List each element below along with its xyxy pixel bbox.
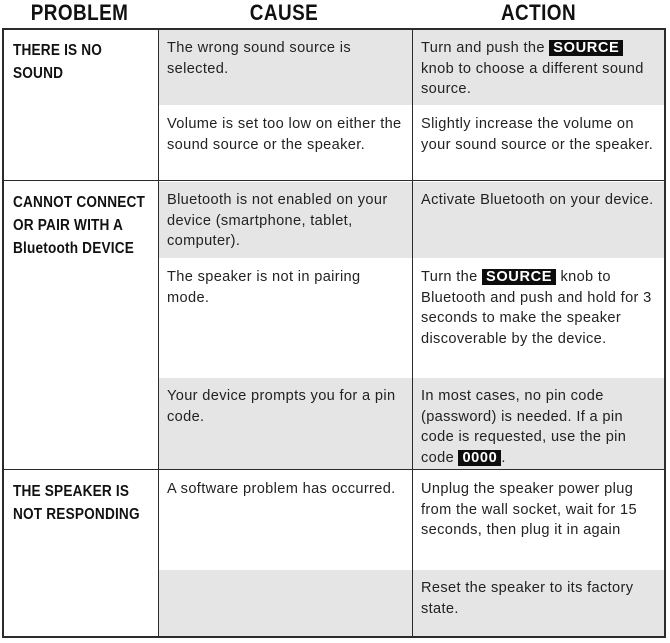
action-text: knob to Bluetooth and push and hold for 3 seconds to make the speaker discoverable by the device. [421,269,652,347]
pin-code-label: 0000 [458,450,501,466]
action-text: . [501,449,506,466]
action-cell: Reset the speaker to its factory state. [412,570,664,636]
problem-no-sound [4,30,158,181]
problem-line: THE SPEAKER IS [13,483,130,500]
cause-cell: The speaker is not in pairing mode. [167,269,361,306]
action-text: Turn and push the [421,40,550,56]
problem-line: SOUND [13,65,64,82]
action-text: Turn the [421,269,483,285]
action-cell: Slightly increase the volume on your sound source or the speaker. [421,116,654,153]
action-text: In most cases, no pin code (password) is needed. If a pin code is requested, use the pin code [421,388,627,466]
action-cell [412,259,664,377]
row-divider [4,180,664,181]
cause-cell: The wrong sound source is selected. [158,30,412,105]
row-divider [4,469,664,470]
problem-cannot-connect [4,182,158,470]
cause-cell: Bluetooth is not enabled on your device (smartphone, tablet, computer). [158,182,412,258]
action-cell: Activate Bluetooth on your device. [412,182,664,258]
action-text: knob to choose a different sound source. [421,60,644,97]
action-cell: Unplug the speaker power plug from the wall socket, wait for 15 seconds, then plug it in again [421,481,637,538]
header-action: ACTION [500,0,577,25]
cause-cell: Your device prompts you for a pin code. [158,378,412,470]
problem-line: THERE IS NO [13,42,103,59]
cause-cell: Volume is set too low on either the sound source or the speaker. [167,116,402,153]
problem-line: OR PAIR WITH A [13,217,124,234]
problem-line: Bluetooth DEVICE [13,240,135,257]
source-knob-label: SOURCE [482,269,556,285]
cause-cell: A software problem has occurred. [167,481,396,497]
problem-not-responding [4,471,158,636]
action-cell [412,30,664,105]
cause-cell [158,570,412,636]
column-divider [412,30,413,636]
problem-line: NOT RESPONDING [13,506,140,523]
source-knob-label: SOURCE [549,40,623,56]
problem-line: CANNOT CONNECT [13,194,146,211]
column-divider [158,30,159,636]
action-cell [412,378,664,470]
header-problem: PROBLEM [30,0,129,25]
header-cause: CAUSE [249,0,319,25]
troubleshooting-table [2,28,666,638]
